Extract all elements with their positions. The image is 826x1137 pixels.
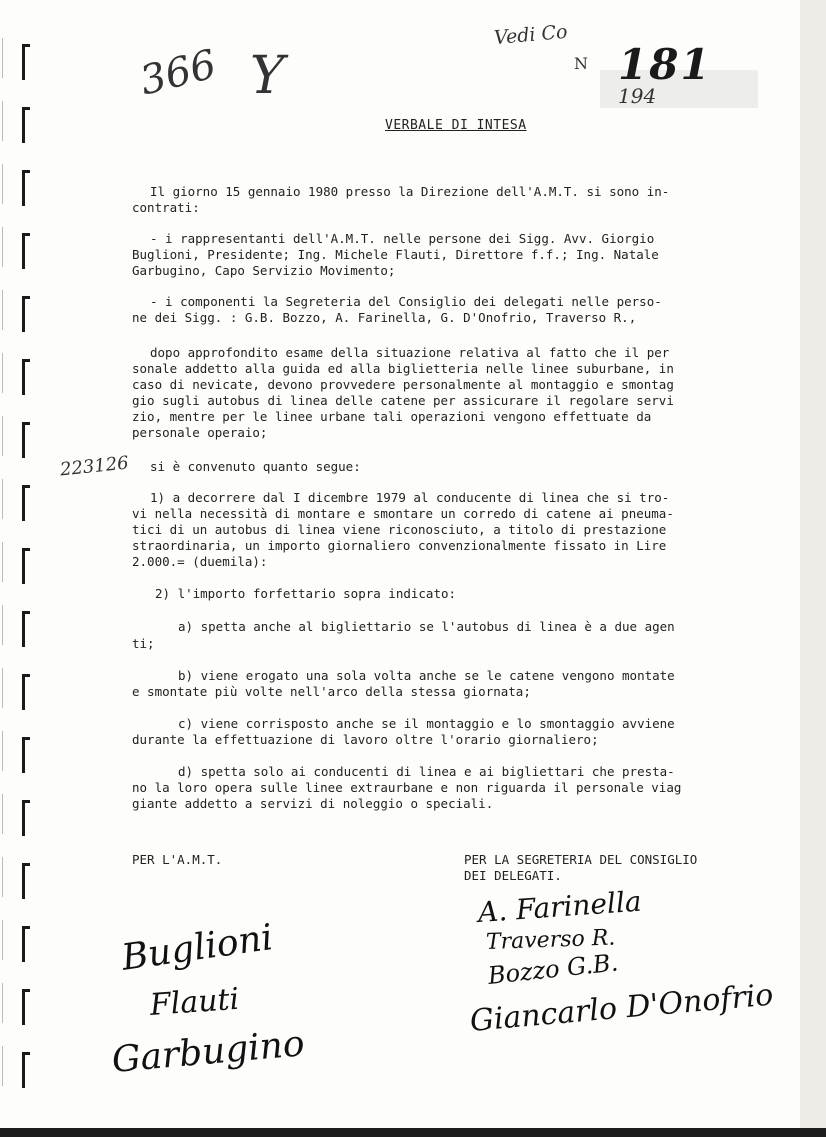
binding-ring-shadow: [2, 479, 8, 519]
binding-ring-shadow: [2, 290, 8, 330]
binding-ring: [22, 800, 30, 836]
premise-line-4: gio sugli autobus di linea delle catene per assicurare il regolare servi: [132, 393, 674, 408]
binding-ring-shadow: [2, 416, 8, 456]
point2-line: 2) l'importo forfettario sopra indicato:: [155, 586, 457, 601]
binding-ring-shadow: [2, 794, 8, 834]
binding-ring-shadow: [2, 38, 8, 78]
binding-ring: [22, 926, 30, 962]
binding-ring: [22, 1052, 30, 1088]
binding-ring-shadow: [2, 542, 8, 582]
signature-left-1: Buglioni: [119, 917, 276, 979]
point-a-line-1: a) spetta anche al bigliettario se l'autobus di linea è a due agen: [178, 619, 675, 634]
point-c-line-1: c) viene corrisposto anche se il montaggio e lo smontaggio avviene: [178, 716, 675, 731]
binding-ring: [22, 548, 30, 584]
premise-line-6: personale operaio;: [132, 425, 268, 440]
binding-ring: [22, 107, 30, 143]
binding-ring: [22, 863, 30, 899]
page-edge-bottom: [0, 1128, 826, 1137]
binding-ring: [22, 611, 30, 647]
amt-rep-line-1: - i rappresentanti dell'A.M.T. nelle persone dei Sigg. Avv. Giorgio: [150, 231, 655, 246]
point1-line-5: 2.000.= (duemila):: [132, 554, 268, 569]
point-b-line-2: e smontate più volte nell'arco della stessa giornata;: [132, 684, 531, 699]
binding-ring-shadow: [2, 731, 8, 771]
binding-ring: [22, 233, 30, 269]
document-title: VERBALE DI INTESA: [385, 118, 527, 133]
signature-label-delegates-1: PER LA SEGRETERIA DEL CONSIGLIO: [464, 852, 698, 867]
binding-ring-shadow: [2, 983, 8, 1023]
handwritten-reference: Vedi Co: [493, 20, 569, 50]
binding-ring: [22, 359, 30, 395]
amt-rep-line-2: Buglioni, Presidente; Ing. Michele Flauti, Direttore f.f.; Ing. Natale: [132, 247, 659, 262]
amt-rep-line-3: Garbugino, Capo Servizio Movimento;: [132, 263, 396, 278]
binding-rings: [0, 0, 40, 1128]
agreed-line: si è convenuto quanto segue:: [150, 459, 361, 474]
binding-ring: [22, 422, 30, 458]
binding-ring-shadow: [2, 164, 8, 204]
binding-ring: [22, 170, 30, 206]
page-edge-right: [800, 0, 826, 1128]
handwritten-number: 366: [135, 41, 221, 105]
premise-line-5: zio, mentre per le linee urbane tali operazioni vengono effettuate da: [132, 409, 652, 424]
delegates-line-2: ne dei Sigg. : G.B. Bozzo, A. Farinella, G. D'Onofrio, Traverso R.,: [132, 310, 637, 325]
point1-line-4: straordinaria, un importo giornaliero convenzionalmente fissato in Lire: [132, 538, 667, 553]
signature-right-1: A. Farinella: [476, 884, 643, 929]
margin-number: 223126: [59, 452, 130, 481]
point1-line-3: tici di un autobus di linea viene riconosciuto, a titolo di prestazione: [132, 522, 667, 537]
binding-ring-shadow: [2, 857, 8, 897]
point-d-line-3: giante addetto a servizi di noleggio o speciali.: [132, 796, 494, 811]
premise-line-2: sonale addetto alla guida ed alla biglietteria nelle linee suburbane, in: [132, 361, 674, 376]
point-a-line-2: ti;: [132, 636, 155, 651]
binding-ring: [22, 989, 30, 1025]
premise-line-1: dopo approfondito esame della situazione relativa al fatto che il per: [150, 345, 670, 360]
signature-right-3: Bozzo G.B.: [486, 948, 620, 990]
point-b-line-1: b) viene erogato una sola volta anche se le catene vengono montate: [178, 668, 675, 683]
binding-ring-shadow: [2, 668, 8, 708]
handwritten-mark: Y: [250, 46, 285, 106]
binding-ring: [22, 737, 30, 773]
handwritten-n: N: [574, 54, 588, 73]
binding-ring: [22, 44, 30, 80]
signature-right-4: Giancarlo D'Onofrio: [468, 977, 775, 1039]
point-d-line-2: no la loro opera sulle linee extraurbane e non riguarda il personale viag: [132, 780, 682, 795]
binding-ring-shadow: [2, 605, 8, 645]
protocol-subnumber: 194: [618, 84, 657, 108]
intro-line-1: Il giorno 15 gennaio 1980 presso la Direzione dell'A.M.T. si sono in-: [150, 184, 670, 199]
binding-ring-shadow: [2, 1046, 8, 1086]
premise-line-3: caso di nevicate, devono provvedere personalmente al montaggio e smontag: [132, 377, 674, 392]
binding-ring-shadow: [2, 353, 8, 393]
binding-ring: [22, 674, 30, 710]
point-d-line-1: d) spetta solo ai conducenti di linea e ai bigliettari che presta-: [178, 764, 675, 779]
protocol-number: 181: [618, 40, 712, 89]
binding-ring: [22, 485, 30, 521]
binding-ring-shadow: [2, 920, 8, 960]
signature-label-amt: PER L'A.M.T.: [132, 852, 223, 867]
signature-label-delegates-2: DEI DELEGATI.: [464, 868, 562, 883]
delegates-line-1: - i componenti la Segreteria del Consiglio dei delegati nelle perso-: [150, 294, 662, 309]
point1-line-1: 1) a decorrere dal I dicembre 1979 al conducente di linea che si tro-: [150, 490, 670, 505]
point-c-line-2: durante la effettuazione di lavoro oltre l'orario giornaliero;: [132, 732, 599, 747]
signature-left-2: Flauti: [148, 981, 241, 1023]
signature-right-2: Traverso R.: [485, 925, 616, 955]
intro-line-2: contrati:: [132, 200, 200, 215]
signature-left-3: Garbugino: [110, 1023, 307, 1081]
binding-ring-shadow: [2, 101, 8, 141]
point1-line-2: vi nella necessità di montare e smontare un corredo di catene ai pneuma-: [132, 506, 674, 521]
binding-ring-shadow: [2, 227, 8, 267]
binding-ring: [22, 296, 30, 332]
